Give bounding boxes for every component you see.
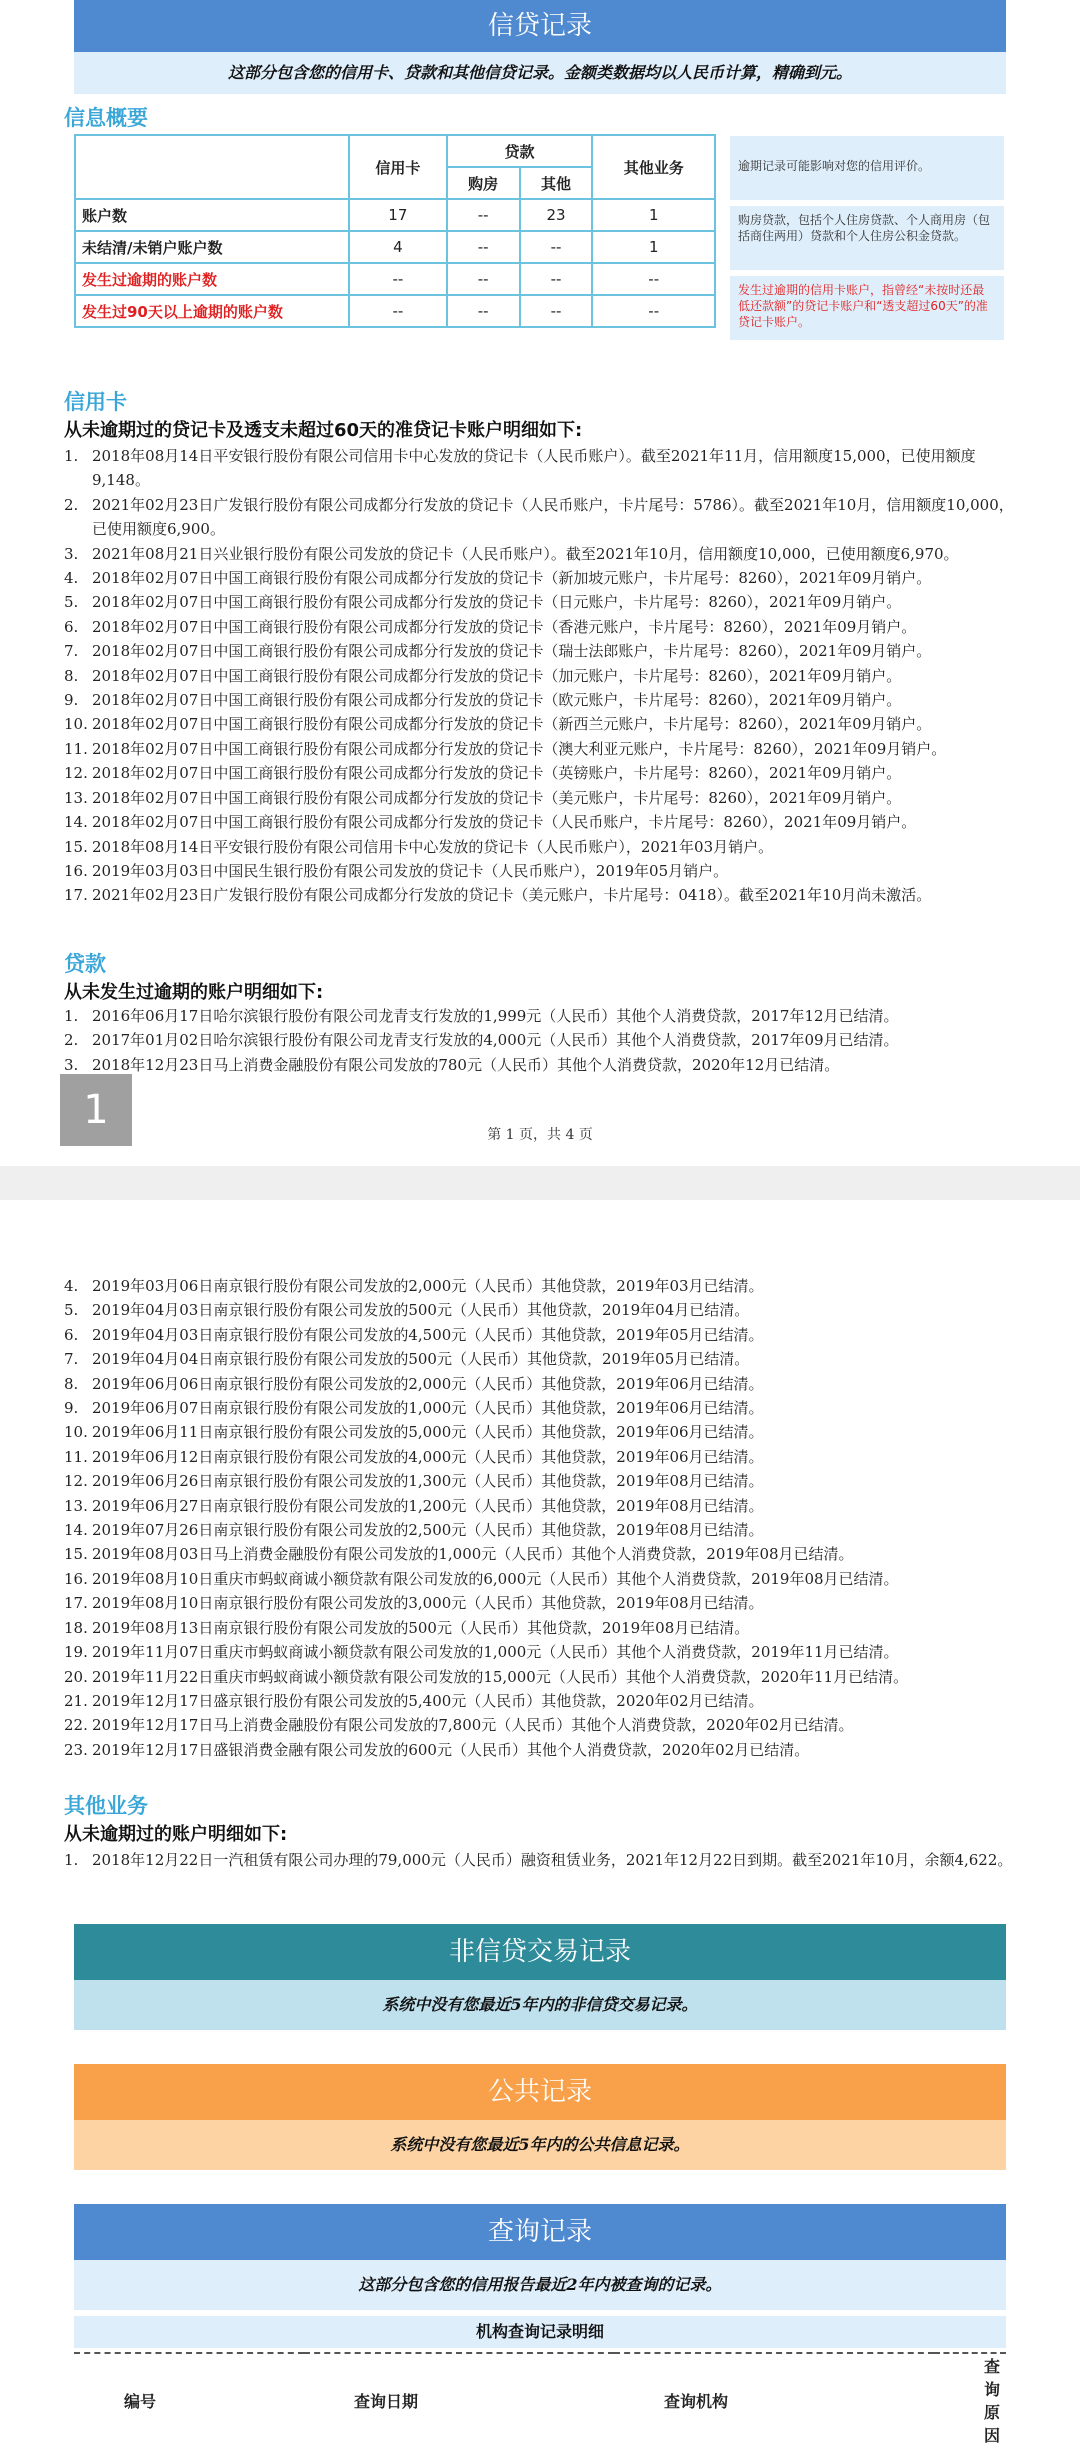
item-number: 11. xyxy=(64,739,88,758)
list-item xyxy=(64,590,1014,614)
list-item xyxy=(64,761,1014,785)
item-text: 2018年02月07日中国工商银行股份有限公司成都分行发放的贷记卡（美元账户，卡片尾号：8260），2021年09月销户。 xyxy=(92,788,902,807)
report-page-2 xyxy=(0,1200,1080,2445)
cell-biz: -- xyxy=(592,263,715,295)
loan-title: 贷款 xyxy=(64,952,106,976)
item-text: 2018年02月07日中国工商银行股份有限公司成都分行发放的贷记卡（澳大利亚元账户，卡片尾号：8260），2021年09月销户。 xyxy=(92,739,947,758)
col-header-date: 查询日期 xyxy=(304,2353,614,2446)
item-text: 2019年08月13日南京银行股份有限公司发放的500元（人民币）其他贷款，2019年08月已结清。 xyxy=(92,1618,750,1637)
list-item xyxy=(64,1848,1014,1872)
item-text: 2019年03月03日中国民生银行股份有限公司发放的贷记卡（人民币账户），2019年05月销户。 xyxy=(92,861,729,880)
item-text: 2019年08月03日马上消费金融股份有限公司发放的1,000元（人民币）其他个人消费贷款，2019年08月已结清。 xyxy=(92,1545,854,1564)
list-item xyxy=(64,1396,1014,1420)
cell-house: -- xyxy=(447,199,520,231)
list-item xyxy=(64,1567,1014,1591)
list-item xyxy=(64,1494,1014,1518)
page-footer: 第 1 页，共 4 页 xyxy=(487,1127,593,1143)
list-item xyxy=(64,1591,1014,1615)
item-text: 2019年08月10日重庆市蚂蚁商诚小额贷款有限公司发放的6,000元（人民币）其他个人消费贷款，2019年08月已结清。 xyxy=(92,1569,899,1588)
list-item xyxy=(64,810,1014,834)
item-text: 2019年04月03日南京银行股份有限公司发放的4,500元（人民币）其他贷款，2019年05月已结清。 xyxy=(92,1325,764,1344)
item-number: 7. xyxy=(64,1350,79,1369)
list-item xyxy=(64,615,1014,639)
overview-note-overdue-card: 发生过逾期的信用卡账户，指曾经“未按时还最低还款额”的贷记卡账户和“透支超过60天”的准贷记卡账户。 xyxy=(730,276,1004,340)
cell-biz: 1 xyxy=(592,199,715,231)
query-records-header: 查询记录 xyxy=(74,2204,1006,2260)
item-text: 2019年04月03日南京银行股份有限公司发放的500元（人民币）其他贷款，2019年04月已结清。 xyxy=(92,1301,750,1320)
row-label: 发生过逾期的账户数 xyxy=(75,263,349,295)
col-header-reason: 查询原因 xyxy=(934,2353,1006,2446)
list-item xyxy=(64,688,1014,712)
item-text: 2018年08月14日平安银行股份有限公司信用卡中心发放的贷记卡（人民币账户）。截至2021年11月，信用额度15,000，已使用额度9,148。 xyxy=(92,447,976,490)
list-item xyxy=(64,1347,1014,1371)
overview-note-overdue: 逾期记录可能影响对您的信用评价。 xyxy=(730,136,1004,200)
item-number: 2. xyxy=(64,495,79,514)
cell-other: 23 xyxy=(520,199,593,231)
item-text: 2021年08月21日兴业银行股份有限公司发放的贷记卡（人民币账户）。截至2021年10月，信用额度10,000，已使用额度6,970。 xyxy=(92,544,959,563)
overview-col-loan: 贷款 xyxy=(447,135,593,167)
item-number: 8. xyxy=(64,666,79,685)
list-item xyxy=(64,1274,1014,1298)
item-text: 2018年02月07日中国工商银行股份有限公司成都分行发放的贷记卡（欧元账户，卡片尾号：8260），2021年09月销户。 xyxy=(92,691,902,710)
overview-col-credit-card: 信用卡 xyxy=(349,135,447,199)
loan-heading: 从未发生过逾期的账户明细如下: xyxy=(64,982,324,1003)
item-text: 2017年01月02日哈尔滨银行股份有限公司龙青支行发放的4,000元（人民币）其他个人消费贷款，2017年09月已结清。 xyxy=(92,1031,899,1050)
item-number: 13. xyxy=(64,788,88,807)
row-label: 未结清/未销户账户数 xyxy=(75,231,349,263)
item-text: 2019年06月26日南京银行股份有限公司发放的1,300元（人民币）其他贷款，2019年08月已结清。 xyxy=(92,1472,764,1491)
item-number: 3. xyxy=(64,544,79,563)
cell-biz: -- xyxy=(592,295,715,327)
cell-biz: 1 xyxy=(592,231,715,263)
other-business-heading: 从未逾期过的账户明细如下: xyxy=(64,1824,288,1845)
item-text: 2016年06月17日哈尔滨银行股份有限公司龙青支行发放的1,999元（人民币）其他个人消费贷款，2017年12月已结清。 xyxy=(92,1007,899,1025)
item-text: 2019年11月07日重庆市蚂蚁商诚小额贷款有限公司发放的1,000元（人民币）其他个人消费贷款，2019年11月已结清。 xyxy=(92,1643,899,1662)
item-number: 14. xyxy=(64,813,88,832)
list-item xyxy=(64,1640,1014,1664)
overview-row xyxy=(75,231,715,263)
credit-card-title: 信用卡 xyxy=(64,390,127,414)
loan-list xyxy=(64,1004,1014,1077)
credit-card-list xyxy=(64,444,1014,908)
item-number: 5. xyxy=(64,593,79,612)
item-text: 2021年02月23日广发银行股份有限公司成都分行发放的贷记卡（人民币账户，卡片尾号：5786）。截至2021年10月，信用额度10,000，已使用额度6,900。 xyxy=(92,495,1014,539)
item-text: 2019年12月17日盛银消费金融有限公司发放的600元（人民币）其他个人消费贷款，2020年02月已结清。 xyxy=(92,1740,810,1759)
item-number: 13. xyxy=(64,1496,88,1515)
overview-header-blank xyxy=(75,135,349,199)
item-number: 15. xyxy=(64,1545,88,1564)
item-text: 2021年02月23日广发银行股份有限公司成都分行发放的贷记卡（美元账户，卡片尾号：0418）。截至2021年10月尚未激活。 xyxy=(92,886,932,905)
overview-row xyxy=(75,295,715,327)
item-text: 2019年06月12日南京银行股份有限公司发放的4,000元（人民币）其他贷款，2019年06月已结清。 xyxy=(92,1447,764,1466)
item-number: 9. xyxy=(64,691,79,710)
cell-card: -- xyxy=(349,263,447,295)
item-number: 17. xyxy=(64,886,88,905)
item-text: 2018年02月07日中国工商银行股份有限公司成都分行发放的贷记卡（加元账户，卡片尾号：8260），2021年09月销户。 xyxy=(92,666,902,685)
item-number: 1. xyxy=(64,447,79,465)
list-item xyxy=(64,1420,1014,1444)
overview-col-loan-other: 其他 xyxy=(520,167,593,199)
item-text: 2019年08月10日南京银行股份有限公司发放的3,000元（人民币）其他贷款，2019年08月已结清。 xyxy=(92,1594,764,1613)
item-number: 17. xyxy=(64,1594,88,1613)
item-number: 5. xyxy=(64,1301,79,1320)
list-item xyxy=(64,859,1014,883)
item-text: 2018年02月07日中国工商银行股份有限公司成都分行发放的贷记卡（英镑账户，卡片尾号：8260），2021年09月销户。 xyxy=(92,764,902,783)
item-number: 7. xyxy=(64,642,79,661)
item-number: 22. xyxy=(64,1716,88,1735)
list-item xyxy=(64,1028,1014,1052)
cell-card: -- xyxy=(349,295,447,327)
cell-card: 17 xyxy=(349,199,447,231)
list-item xyxy=(64,1323,1014,1347)
item-text: 2018年02月07日中国工商银行股份有限公司成都分行发放的贷记卡（新加坡元账户，卡片尾号：8260），2021年09月销户。 xyxy=(92,569,932,588)
list-item xyxy=(64,1616,1014,1640)
list-item xyxy=(64,712,1014,736)
item-number: 2. xyxy=(64,1031,79,1050)
item-number: 16. xyxy=(64,1569,88,1588)
item-text: 2018年02月07日中国工商银行股份有限公司成都分行发放的贷记卡（新西兰元账户，卡片尾号：8260），2021年09月销户。 xyxy=(92,715,932,734)
list-item xyxy=(64,1445,1014,1469)
cell-other: -- xyxy=(520,295,593,327)
list-item xyxy=(64,737,1014,761)
list-item xyxy=(64,1469,1014,1493)
item-text: 2019年11月22日重庆市蚂蚁商诚小额贷款有限公司发放的15,000元（人民币）其他个人消费贷款，2020年11月已结清。 xyxy=(92,1667,909,1686)
non-credit-note: 系统中没有您最近5年内的非信贷交易记录。 xyxy=(74,1980,1006,2030)
item-text: 2019年06月11日南京银行股份有限公司发放的5,000元（人民币）其他贷款，2019年06月已结清。 xyxy=(92,1423,764,1442)
item-number: 6. xyxy=(64,617,79,636)
item-number: 23. xyxy=(64,1740,88,1759)
other-business-title: 其他业务 xyxy=(64,1794,148,1818)
item-number: 19. xyxy=(64,1643,88,1662)
cell-other: -- xyxy=(520,231,593,263)
other-business-list xyxy=(64,1848,1014,1872)
list-item xyxy=(64,1004,1014,1028)
item-text: 2018年02月07日中国工商银行股份有限公司成都分行发放的贷记卡（人民币账户，卡片尾号：8260），2021年09月销户。 xyxy=(92,813,917,832)
item-text: 2018年02月07日中国工商银行股份有限公司成都分行发放的贷记卡（日元账户，卡片尾号：8260），2021年09月销户。 xyxy=(92,593,902,612)
item-text: 2018年02月07日中国工商银行股份有限公司成都分行发放的贷记卡（香港元账户，卡片尾号：8260），2021年09月销户。 xyxy=(92,617,917,636)
list-item xyxy=(64,1542,1014,1566)
item-number: 12. xyxy=(64,1472,88,1491)
credit-records-subtitle: 这部分包含您的信用卡、贷款和其他信贷记录。金额类数据均以人民币计算，精确到元。 xyxy=(74,52,1006,94)
item-text: 2019年06月07日南京银行股份有限公司发放的1,000元（人民币）其他贷款，2019年06月已结清。 xyxy=(92,1399,764,1418)
item-number: 14. xyxy=(64,1521,88,1540)
list-item xyxy=(64,566,1014,590)
item-text: 2019年03月06日南京银行股份有限公司发放的2,000元（人民币）其他贷款，2019年03月已结清。 xyxy=(92,1277,764,1295)
item-number: 4. xyxy=(64,569,79,588)
list-item xyxy=(64,883,1014,907)
row-label: 发生过90天以上逾期的账户数 xyxy=(75,295,349,327)
item-text: 2019年06月06日南京银行股份有限公司发放的2,000元（人民币）其他贷款，2019年06月已结清。 xyxy=(92,1374,764,1393)
overview-col-loan-house: 购房 xyxy=(447,167,520,199)
item-number: 10. xyxy=(64,715,88,734)
list-item xyxy=(64,1738,1014,1762)
list-item xyxy=(64,835,1014,859)
item-number: 9. xyxy=(64,1399,79,1418)
report-page-1 xyxy=(0,0,1080,1166)
item-text: 2018年08月14日平安银行股份有限公司信用卡中心发放的贷记卡（人民币账户），2021年03月销户。 xyxy=(92,837,774,856)
item-text: 2018年12月23日马上消费金融股份有限公司发放的780元（人民币）其他个人消费贷款，2020年12月已结清。 xyxy=(92,1055,840,1074)
item-number: 15. xyxy=(64,837,88,856)
list-item xyxy=(64,1713,1014,1737)
item-number: 8. xyxy=(64,1374,79,1393)
row-label: 账户数 xyxy=(75,199,349,231)
list-item xyxy=(64,1518,1014,1542)
item-text: 2019年12月17日盛京银行股份有限公司发放的5,400元（人民币）其他贷款，2020年02月已结清。 xyxy=(92,1691,764,1710)
cell-card: 4 xyxy=(349,231,447,263)
item-number: 10. xyxy=(64,1423,88,1442)
overview-title: 信息概要 xyxy=(64,106,148,130)
item-number: 11. xyxy=(64,1447,88,1466)
item-text: 2019年06月27日南京银行股份有限公司发放的1,200元（人民币）其他贷款，2019年08月已结清。 xyxy=(92,1496,764,1515)
item-number: 12. xyxy=(64,764,88,783)
overview-table xyxy=(74,134,716,328)
list-item xyxy=(64,1665,1014,1689)
cell-house: -- xyxy=(447,263,520,295)
credit-records-header: 信贷记录 xyxy=(74,0,1006,52)
item-text: 2019年04月04日南京银行股份有限公司发放的500元（人民币）其他贷款，2019年05月已结清。 xyxy=(92,1350,750,1369)
query-records-subheader: 机构查询记录明细 xyxy=(74,2316,1006,2348)
list-item xyxy=(64,493,1014,542)
item-number: 21. xyxy=(64,1691,88,1710)
list-item xyxy=(64,1053,1014,1077)
page-gap xyxy=(0,1166,1080,1200)
list-item xyxy=(64,542,1014,566)
item-text: 2019年07月26日南京银行股份有限公司发放的2,500元（人民币）其他贷款，2019年08月已结清。 xyxy=(92,1521,764,1540)
cell-house: -- xyxy=(447,295,520,327)
item-text: 2018年12月22日一汽租赁有限公司办理的79,000元（人民币）融资租赁业务，2021年12月22日到期。截至2021年10月，余额4,622。 xyxy=(92,1851,1013,1869)
list-item xyxy=(64,786,1014,810)
list-item xyxy=(64,444,1014,493)
page-number-badge: 1 xyxy=(60,1074,132,1146)
query-records-note: 这部分包含您的信用报告最近2年内被查询的记录。 xyxy=(74,2260,1006,2310)
cell-other: -- xyxy=(520,263,593,295)
public-records-header: 公共记录 xyxy=(74,2064,1006,2120)
overview-note-house-loan: 购房贷款，包括个人住房贷款、个人商用房（包括商住两用）贷款和个人住房公积金贷款。 xyxy=(730,206,1004,270)
public-records-note: 系统中没有您最近5年内的公共信息记录。 xyxy=(74,2120,1006,2170)
query-records-table xyxy=(74,2352,1006,2446)
item-number: 3. xyxy=(64,1055,79,1074)
col-header-institution: 查询机构 xyxy=(614,2353,934,2446)
overview-col-other-business: 其他业务 xyxy=(592,135,715,199)
non-credit-header: 非信贷交易记录 xyxy=(74,1924,1006,1980)
loan-list-continued xyxy=(64,1274,1014,1762)
item-number: 6. xyxy=(64,1325,79,1344)
credit-card-heading: 从未逾期过的贷记卡及透支未超过60天的准贷记卡账户明细如下: xyxy=(64,420,583,441)
item-text: 2019年12月17日马上消费金融股份有限公司发放的7,800元（人民币）其他个人消费贷款，2020年02月已结清。 xyxy=(92,1716,854,1735)
overview-row xyxy=(75,263,715,295)
item-number: 4. xyxy=(64,1277,79,1295)
item-number: 18. xyxy=(64,1618,88,1637)
list-item xyxy=(64,664,1014,688)
list-item xyxy=(64,639,1014,663)
overview-row xyxy=(75,199,715,231)
item-number: 1. xyxy=(64,1851,79,1869)
list-item xyxy=(64,1298,1014,1322)
item-number: 16. xyxy=(64,861,88,880)
item-text: 2018年02月07日中国工商银行股份有限公司成都分行发放的贷记卡（瑞士法郎账户，卡片尾号：8260），2021年09月销户。 xyxy=(92,642,932,661)
list-item xyxy=(64,1372,1014,1396)
col-header-number: 编号 xyxy=(74,2353,304,2446)
item-number: 1. xyxy=(64,1007,79,1025)
list-item xyxy=(64,1689,1014,1713)
cell-house: -- xyxy=(447,231,520,263)
item-number: 20. xyxy=(64,1667,88,1686)
